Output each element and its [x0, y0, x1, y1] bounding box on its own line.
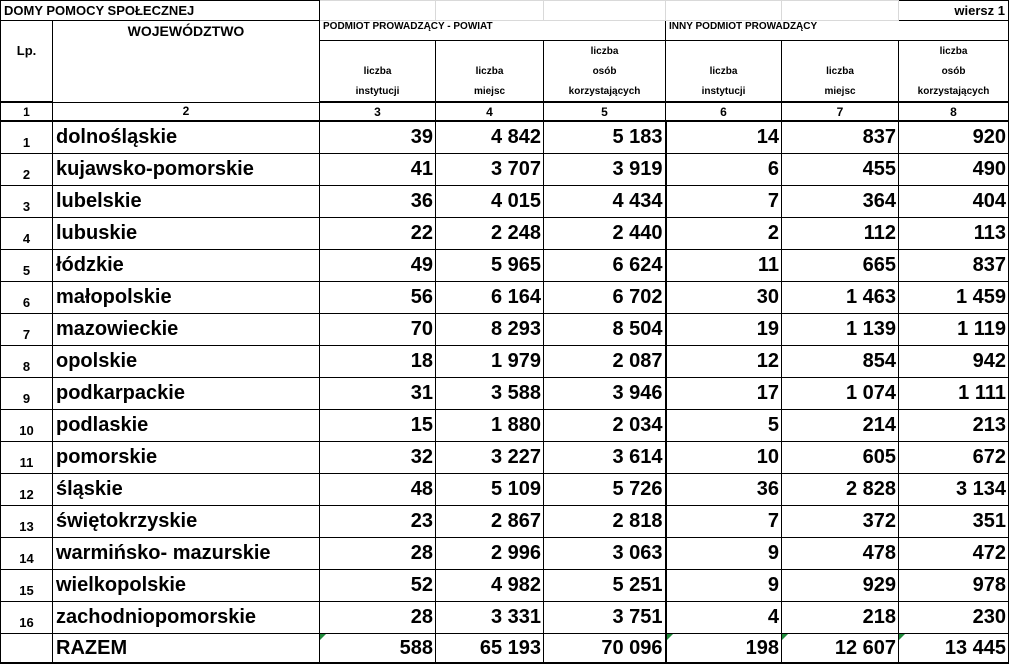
- header-osob-5: osób: [544, 61, 666, 81]
- row-value: 113: [899, 218, 1009, 250]
- row-value: 9: [666, 538, 782, 570]
- row-value: 490: [899, 154, 1009, 186]
- row-value: 3 588: [436, 378, 544, 410]
- row-value: 978: [899, 570, 1009, 602]
- total-label: RAZEM: [53, 634, 320, 664]
- row-lp: 13: [1, 506, 53, 538]
- row-lp: 12: [1, 474, 53, 506]
- row-value: 4 434: [544, 186, 666, 218]
- row-value: 4 842: [436, 121, 544, 154]
- row-value: 23: [320, 506, 436, 538]
- row-value: 372: [782, 506, 899, 538]
- colnum: 5: [544, 102, 666, 121]
- row-value: 12: [666, 346, 782, 378]
- row-lp: 15: [1, 570, 53, 602]
- row-wojewodztwo: wielkopolskie: [53, 570, 320, 602]
- row-value: 8 504: [544, 314, 666, 346]
- row-wojewodztwo: lubuskie: [53, 218, 320, 250]
- row-value: 5: [666, 410, 782, 442]
- row-wojewodztwo: łódzkie: [53, 250, 320, 282]
- table-row: [1, 250, 1009, 282]
- table-row: [1, 474, 1009, 506]
- row-value: 3 614: [544, 442, 666, 474]
- row-wojewodztwo: lubelskie: [53, 186, 320, 218]
- row-value: 605: [782, 442, 899, 474]
- row-value: 41: [320, 154, 436, 186]
- colnum: 6: [666, 102, 782, 121]
- row-value: 11: [666, 250, 782, 282]
- row-value: 2 248: [436, 218, 544, 250]
- row-value: 942: [899, 346, 1009, 378]
- row-lp: 14: [1, 538, 53, 570]
- column-number-row: [1, 102, 1009, 121]
- row-value: 6: [666, 154, 782, 186]
- header-osob-8: osób: [899, 61, 1009, 81]
- row-value: 3 919: [544, 154, 666, 186]
- row-value: 472: [899, 538, 1009, 570]
- colnum: 1: [1, 102, 53, 121]
- row-lp: 5: [1, 250, 53, 282]
- row-value: 52: [320, 570, 436, 602]
- header-liczba-5: liczba: [544, 41, 666, 62]
- row-lp: 6: [1, 282, 53, 314]
- header-miejsc-4: miejsc: [436, 81, 544, 102]
- row-value: 36: [666, 474, 782, 506]
- row-value: 22: [320, 218, 436, 250]
- row-value: 1 880: [436, 410, 544, 442]
- row-value: 28: [320, 602, 436, 634]
- header-liczba-3: liczba: [320, 61, 436, 81]
- row-value: 364: [782, 186, 899, 218]
- row-value: 3 707: [436, 154, 544, 186]
- row-lp: 11: [1, 442, 53, 474]
- row-wojewodztwo: podkarpackie: [53, 378, 320, 410]
- header-instytucji-3: instytucji: [320, 81, 436, 102]
- row-wojewodztwo: świętokrzyskie: [53, 506, 320, 538]
- row-value: 3 946: [544, 378, 666, 410]
- row-value: 31: [320, 378, 436, 410]
- total-value: 198: [666, 634, 782, 664]
- table-row: [1, 121, 1009, 154]
- colnum: 4: [436, 102, 544, 121]
- row-lp: 4: [1, 218, 53, 250]
- row-value: 2 034: [544, 410, 666, 442]
- row-value: 30: [666, 282, 782, 314]
- row-value: 6 624: [544, 250, 666, 282]
- row-value: 2 087: [544, 346, 666, 378]
- row-value: 56: [320, 282, 436, 314]
- row-value: 48: [320, 474, 436, 506]
- row-wojewodztwo: pomorskie: [53, 442, 320, 474]
- row-value: 7: [666, 506, 782, 538]
- header-instytucji-6: instytucji: [666, 81, 782, 102]
- row-wojewodztwo: kujawsko-pomorskie: [53, 154, 320, 186]
- row-value: 837: [782, 121, 899, 154]
- row-lp: 1: [1, 121, 53, 154]
- header-liczba-6: liczba: [666, 61, 782, 81]
- table-row: [1, 282, 1009, 314]
- table-row: [1, 314, 1009, 346]
- row-value: 3 751: [544, 602, 666, 634]
- row-value: 837: [899, 250, 1009, 282]
- row-value: 4 015: [436, 186, 544, 218]
- row-wojewodztwo: dolnośląskie: [53, 121, 320, 154]
- row-lp: 8: [1, 346, 53, 378]
- total-value: 13 445: [899, 634, 1009, 664]
- header-miejsc-7: miejsc: [782, 81, 899, 102]
- row-value: 1 463: [782, 282, 899, 314]
- row-value: 672: [899, 442, 1009, 474]
- row-value: 3 134: [899, 474, 1009, 506]
- colnum: 2: [53, 102, 320, 121]
- row-value: 478: [782, 538, 899, 570]
- row-value: 920: [899, 121, 1009, 154]
- row-value: 28: [320, 538, 436, 570]
- row-lp: 2: [1, 154, 53, 186]
- row-value: 1 459: [899, 282, 1009, 314]
- header-korzystajacych-5: korzystających: [544, 81, 666, 102]
- row-value: 929: [782, 570, 899, 602]
- header-liczba-4: liczba: [436, 61, 544, 81]
- row-wojewodztwo: śląskie: [53, 474, 320, 506]
- row-value: 1 979: [436, 346, 544, 378]
- total-value: 12 607: [782, 634, 899, 664]
- row-lp: 9: [1, 378, 53, 410]
- row-value: 32: [320, 442, 436, 474]
- row-value: 5 251: [544, 570, 666, 602]
- row-value: 4 982: [436, 570, 544, 602]
- row-value: 19: [666, 314, 782, 346]
- row-value: 7: [666, 186, 782, 218]
- row-value: 3 227: [436, 442, 544, 474]
- row-value: 5 183: [544, 121, 666, 154]
- row-value: 2 440: [544, 218, 666, 250]
- table-row: [1, 186, 1009, 218]
- row-value: 854: [782, 346, 899, 378]
- row-lp: 3: [1, 186, 53, 218]
- row-value: 49: [320, 250, 436, 282]
- sheet-title: DOMY POMOCY SPOŁECZNEJ: [1, 1, 320, 21]
- header-group-powiat: PODMIOT PROWADZĄCY - POWIAT: [320, 21, 544, 41]
- row-value: 36: [320, 186, 436, 218]
- row-lp: 7: [1, 314, 53, 346]
- row-value: 455: [782, 154, 899, 186]
- row-value: 14: [666, 121, 782, 154]
- row-value: 2 828: [782, 474, 899, 506]
- row-value: 112: [782, 218, 899, 250]
- table-row: [1, 538, 1009, 570]
- row-value: 404: [899, 186, 1009, 218]
- row-value: 218: [782, 602, 899, 634]
- row-wojewodztwo: małopolskie: [53, 282, 320, 314]
- row-value: 9: [666, 570, 782, 602]
- row-value: 4: [666, 602, 782, 634]
- row-value: 2: [666, 218, 782, 250]
- total-value: 588: [320, 634, 436, 664]
- header-wojewodztwo: WOJEWÓDZTWO: [53, 21, 320, 103]
- total-value: 65 193: [436, 634, 544, 664]
- row-lp: 10: [1, 410, 53, 442]
- table-row: [1, 218, 1009, 250]
- row-value: 6 164: [436, 282, 544, 314]
- row-value: 5 726: [544, 474, 666, 506]
- table-row: [1, 410, 1009, 442]
- table-row: [1, 602, 1009, 634]
- header-row-groups: [1, 21, 1009, 41]
- total-value: 70 096: [544, 634, 666, 664]
- row-wojewodztwo: mazowieckie: [53, 314, 320, 346]
- row-value: 2 818: [544, 506, 666, 538]
- row-value: 1 139: [782, 314, 899, 346]
- row-value: 665: [782, 250, 899, 282]
- table-row: [1, 154, 1009, 186]
- header-liczba-8: liczba: [899, 41, 1009, 62]
- table-row: [1, 506, 1009, 538]
- row-wojewodztwo: podlaskie: [53, 410, 320, 442]
- colnum: 3: [320, 102, 436, 121]
- title-row: [1, 1, 1009, 21]
- row-value: 10: [666, 442, 782, 474]
- row-lp: 16: [1, 602, 53, 634]
- colnum: 8: [899, 102, 1009, 121]
- row-value: 351: [899, 506, 1009, 538]
- header-group-inny: INNY PODMIOT PROWADZĄCY: [666, 21, 899, 41]
- row-value: 1 111: [899, 378, 1009, 410]
- row-wojewodztwo: opolskie: [53, 346, 320, 378]
- row-label: wiersz 1: [899, 1, 1009, 21]
- header-liczba-7: liczba: [782, 61, 899, 81]
- table-row: [1, 570, 1009, 602]
- table-row: [1, 378, 1009, 410]
- row-value: 18: [320, 346, 436, 378]
- row-value: 70: [320, 314, 436, 346]
- row-value: 6 702: [544, 282, 666, 314]
- table-row: [1, 442, 1009, 474]
- row-value: 5 965: [436, 250, 544, 282]
- row-wojewodztwo: warmińsko- mazurskie: [53, 538, 320, 570]
- row-wojewodztwo: zachodniopomorskie: [53, 602, 320, 634]
- row-value: 213: [899, 410, 1009, 442]
- row-value: 1 119: [899, 314, 1009, 346]
- row-value: 3 331: [436, 602, 544, 634]
- row-value: 15: [320, 410, 436, 442]
- table-row: [1, 346, 1009, 378]
- row-value: 3 063: [544, 538, 666, 570]
- row-value: 5 109: [436, 474, 544, 506]
- header-lp: Lp.: [1, 41, 53, 62]
- row-value: 39: [320, 121, 436, 154]
- row-value: 214: [782, 410, 899, 442]
- colnum: 7: [782, 102, 899, 121]
- header-korzystajacych-8: korzystających: [899, 81, 1009, 102]
- row-value: 17: [666, 378, 782, 410]
- row-value: 230: [899, 602, 1009, 634]
- row-value: 1 074: [782, 378, 899, 410]
- row-value: 2 867: [436, 506, 544, 538]
- row-value: 8 293: [436, 314, 544, 346]
- total-row: [1, 634, 1009, 664]
- row-value: 2 996: [436, 538, 544, 570]
